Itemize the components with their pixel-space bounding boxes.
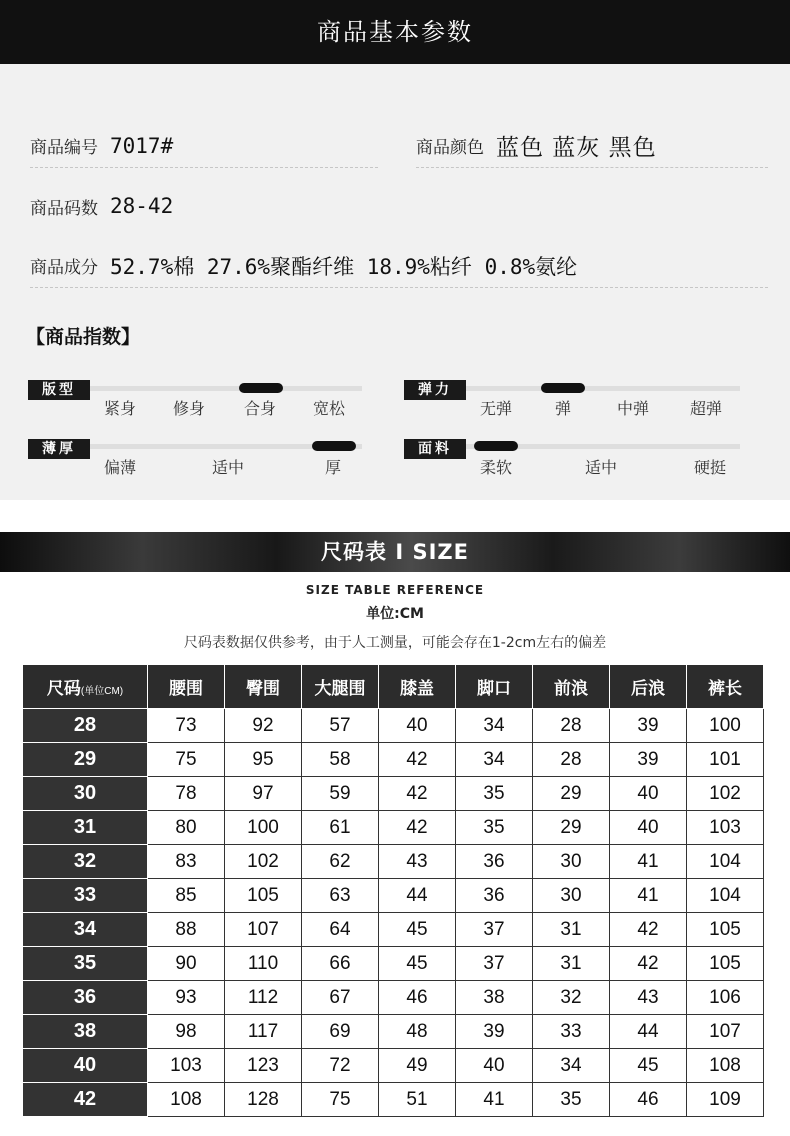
index-option: 超弹 bbox=[690, 399, 723, 418]
index-option: 无弹 bbox=[480, 399, 513, 418]
table-cell: 40 bbox=[610, 777, 687, 811]
index-option: 适中 bbox=[212, 458, 245, 477]
table-cell: 102 bbox=[225, 845, 302, 879]
table-cell: 110 bbox=[225, 947, 302, 981]
index-option: 偏薄 bbox=[104, 458, 137, 477]
index-option: 紧身 bbox=[104, 399, 137, 418]
table-row bbox=[23, 981, 764, 1015]
index-tag-elasticity: 弹力 bbox=[404, 380, 466, 400]
table-cell: 75 bbox=[302, 1083, 379, 1117]
table-cell: 41 bbox=[610, 845, 687, 879]
table-cell: 29 bbox=[533, 777, 610, 811]
table-row bbox=[23, 1083, 764, 1117]
table-cell: 28 bbox=[533, 743, 610, 777]
column-header-waist: 腰围 bbox=[148, 665, 225, 709]
table-cell: 38 bbox=[456, 981, 533, 1015]
size-cell: 38 bbox=[23, 1015, 148, 1049]
table-cell: 97 bbox=[225, 777, 302, 811]
table-row bbox=[23, 709, 764, 743]
column-header-hem: 脚口 bbox=[456, 665, 533, 709]
table-cell: 95 bbox=[225, 743, 302, 777]
table-cell: 108 bbox=[687, 1049, 764, 1083]
size-cell: 35 bbox=[23, 947, 148, 981]
table-cell: 72 bbox=[302, 1049, 379, 1083]
table-cell: 107 bbox=[225, 913, 302, 947]
table-cell: 42 bbox=[379, 811, 456, 845]
size-cell: 31 bbox=[23, 811, 148, 845]
table-cell: 104 bbox=[687, 879, 764, 913]
table-cell: 41 bbox=[456, 1083, 533, 1117]
table-cell: 49 bbox=[379, 1049, 456, 1083]
table-cell: 108 bbox=[148, 1083, 225, 1117]
table-cell: 58 bbox=[302, 743, 379, 777]
size-cell: 33 bbox=[23, 879, 148, 913]
table-cell: 63 bbox=[302, 879, 379, 913]
table-cell: 40 bbox=[456, 1049, 533, 1083]
index-tag-fabric: 面料 bbox=[404, 439, 466, 459]
table-row bbox=[23, 913, 764, 947]
size-cell: 30 bbox=[23, 777, 148, 811]
size-table-reference: SIZE TABLE REFERENCE bbox=[305, 583, 485, 597]
size-cell: 36 bbox=[23, 981, 148, 1015]
table-cell: 102 bbox=[687, 777, 764, 811]
table-row bbox=[23, 947, 764, 981]
table-cell: 37 bbox=[456, 947, 533, 981]
table-cell: 36 bbox=[456, 845, 533, 879]
index-marker bbox=[312, 441, 356, 451]
index-option: 厚 bbox=[325, 458, 342, 477]
size-cell: 42 bbox=[23, 1083, 148, 1117]
table-cell: 105 bbox=[687, 913, 764, 947]
table-cell: 40 bbox=[379, 709, 456, 743]
table-cell: 34 bbox=[456, 743, 533, 777]
param-colors bbox=[416, 124, 768, 168]
table-cell: 31 bbox=[533, 947, 610, 981]
table-cell: 42 bbox=[379, 743, 456, 777]
param-composition bbox=[30, 244, 768, 288]
index-tag-fit: 版型 bbox=[28, 380, 90, 400]
index-marker bbox=[474, 441, 518, 451]
index-option: 弹 bbox=[555, 399, 572, 418]
table-cell: 88 bbox=[148, 913, 225, 947]
table-cell: 43 bbox=[610, 981, 687, 1015]
size-cell: 32 bbox=[23, 845, 148, 879]
index-tag-thickness: 薄厚 bbox=[28, 439, 90, 459]
table-cell: 44 bbox=[610, 1015, 687, 1049]
table-cell: 66 bbox=[302, 947, 379, 981]
index-option: 合身 bbox=[244, 399, 277, 418]
table-cell: 39 bbox=[610, 709, 687, 743]
table-cell: 103 bbox=[148, 1049, 225, 1083]
table-cell: 67 bbox=[302, 981, 379, 1015]
index-title: 【商品指数】 bbox=[26, 326, 141, 348]
table-cell: 107 bbox=[687, 1015, 764, 1049]
table-cell: 103 bbox=[687, 811, 764, 845]
index-marker bbox=[239, 383, 283, 393]
table-cell: 93 bbox=[148, 981, 225, 1015]
section-title-basic-params: 商品基本参数 bbox=[0, 0, 790, 64]
table-cell: 46 bbox=[379, 981, 456, 1015]
param-value: 28-42 bbox=[110, 194, 174, 218]
index-track bbox=[90, 386, 362, 391]
param-label: 商品颜色 bbox=[416, 138, 484, 158]
table-cell: 43 bbox=[379, 845, 456, 879]
column-header-size bbox=[23, 665, 148, 709]
size-table-note: 尺码表数据仅供参考，由于人工测量，可能会存在1-2cm左右的偏差 bbox=[183, 635, 607, 651]
size-table-header-row bbox=[23, 665, 764, 709]
column-header-length: 裤长 bbox=[687, 665, 764, 709]
table-cell: 28 bbox=[533, 709, 610, 743]
size-cell: 40 bbox=[23, 1049, 148, 1083]
table-cell: 98 bbox=[148, 1015, 225, 1049]
table-cell: 41 bbox=[610, 879, 687, 913]
index-option: 适中 bbox=[585, 458, 618, 477]
size-unit-label: 单位:CM bbox=[366, 606, 424, 622]
table-cell: 105 bbox=[225, 879, 302, 913]
table-cell: 45 bbox=[379, 913, 456, 947]
table-cell: 42 bbox=[610, 913, 687, 947]
table-row bbox=[23, 879, 764, 913]
table-cell: 101 bbox=[687, 743, 764, 777]
table-cell: 117 bbox=[225, 1015, 302, 1049]
index-track bbox=[466, 386, 740, 391]
table-cell: 42 bbox=[610, 947, 687, 981]
table-row bbox=[23, 743, 764, 777]
table-cell: 128 bbox=[225, 1083, 302, 1117]
column-header-knee: 膝盖 bbox=[379, 665, 456, 709]
param-sizes bbox=[30, 184, 378, 228]
table-cell: 45 bbox=[379, 947, 456, 981]
basic-params-panel bbox=[0, 64, 790, 500]
table-row bbox=[23, 777, 764, 811]
table-cell: 109 bbox=[687, 1083, 764, 1117]
param-value: 蓝色 蓝灰 黑色 bbox=[496, 135, 657, 161]
table-cell: 39 bbox=[610, 743, 687, 777]
table-cell: 104 bbox=[687, 845, 764, 879]
column-header-thigh: 大腿围 bbox=[302, 665, 379, 709]
table-cell: 42 bbox=[379, 777, 456, 811]
index-option: 修身 bbox=[173, 399, 206, 418]
table-cell: 39 bbox=[456, 1015, 533, 1049]
table-cell: 35 bbox=[456, 777, 533, 811]
table-cell: 92 bbox=[225, 709, 302, 743]
column-header-label: 尺码 bbox=[46, 679, 81, 698]
column-header-hip: 臀围 bbox=[225, 665, 302, 709]
table-row bbox=[23, 811, 764, 845]
size-section-banner: 尺码表 I SIZE bbox=[0, 532, 790, 572]
size-cell: 28 bbox=[23, 709, 148, 743]
table-cell: 62 bbox=[302, 845, 379, 879]
table-cell: 57 bbox=[302, 709, 379, 743]
param-value: 52.7%棉 27.6%聚酯纤维 18.9%粘纤 0.8%氨纶 bbox=[110, 254, 578, 279]
param-item-no bbox=[30, 124, 378, 168]
table-row bbox=[23, 845, 764, 879]
table-cell: 78 bbox=[148, 777, 225, 811]
table-cell: 37 bbox=[456, 913, 533, 947]
column-header-back-rise: 后浪 bbox=[610, 665, 687, 709]
index-marker bbox=[541, 383, 585, 393]
table-cell: 29 bbox=[533, 811, 610, 845]
index-option: 宽松 bbox=[313, 399, 346, 418]
table-cell: 123 bbox=[225, 1049, 302, 1083]
table-cell: 59 bbox=[302, 777, 379, 811]
table-cell: 34 bbox=[456, 709, 533, 743]
size-unit-note: (单位CM) bbox=[80, 686, 124, 697]
table-cell: 61 bbox=[302, 811, 379, 845]
param-label: 商品码数 bbox=[30, 198, 98, 219]
table-row bbox=[23, 1015, 764, 1049]
table-row bbox=[23, 1049, 764, 1083]
table-cell: 33 bbox=[533, 1015, 610, 1049]
table-cell: 44 bbox=[379, 879, 456, 913]
table-cell: 112 bbox=[225, 981, 302, 1015]
table-cell: 34 bbox=[533, 1049, 610, 1083]
table-cell: 48 bbox=[379, 1015, 456, 1049]
table-cell: 30 bbox=[533, 879, 610, 913]
table-cell: 69 bbox=[302, 1015, 379, 1049]
table-cell: 35 bbox=[456, 811, 533, 845]
table-cell: 46 bbox=[610, 1083, 687, 1117]
table-cell: 75 bbox=[148, 743, 225, 777]
size-table bbox=[22, 664, 764, 1117]
param-label: 商品成分 bbox=[30, 258, 98, 278]
index-option: 中弹 bbox=[617, 399, 650, 418]
table-cell: 36 bbox=[456, 879, 533, 913]
table-cell: 45 bbox=[610, 1049, 687, 1083]
table-cell: 35 bbox=[533, 1083, 610, 1117]
index-option: 柔软 bbox=[480, 458, 513, 477]
param-value: 7017# bbox=[110, 133, 174, 158]
table-cell: 90 bbox=[148, 947, 225, 981]
table-cell: 30 bbox=[533, 845, 610, 879]
table-cell: 32 bbox=[533, 981, 610, 1015]
size-cell: 34 bbox=[23, 913, 148, 947]
table-cell: 31 bbox=[533, 913, 610, 947]
table-cell: 100 bbox=[225, 811, 302, 845]
index-option: 硬挺 bbox=[694, 458, 727, 477]
table-cell: 40 bbox=[610, 811, 687, 845]
param-label: 商品编号 bbox=[30, 138, 98, 158]
table-cell: 100 bbox=[687, 709, 764, 743]
table-cell: 83 bbox=[148, 845, 225, 879]
table-cell: 51 bbox=[379, 1083, 456, 1117]
table-cell: 85 bbox=[148, 879, 225, 913]
table-cell: 80 bbox=[148, 811, 225, 845]
table-cell: 73 bbox=[148, 709, 225, 743]
column-header-front-rise: 前浪 bbox=[533, 665, 610, 709]
table-cell: 105 bbox=[687, 947, 764, 981]
table-cell: 64 bbox=[302, 913, 379, 947]
table-cell: 106 bbox=[687, 981, 764, 1015]
size-cell: 29 bbox=[23, 743, 148, 777]
